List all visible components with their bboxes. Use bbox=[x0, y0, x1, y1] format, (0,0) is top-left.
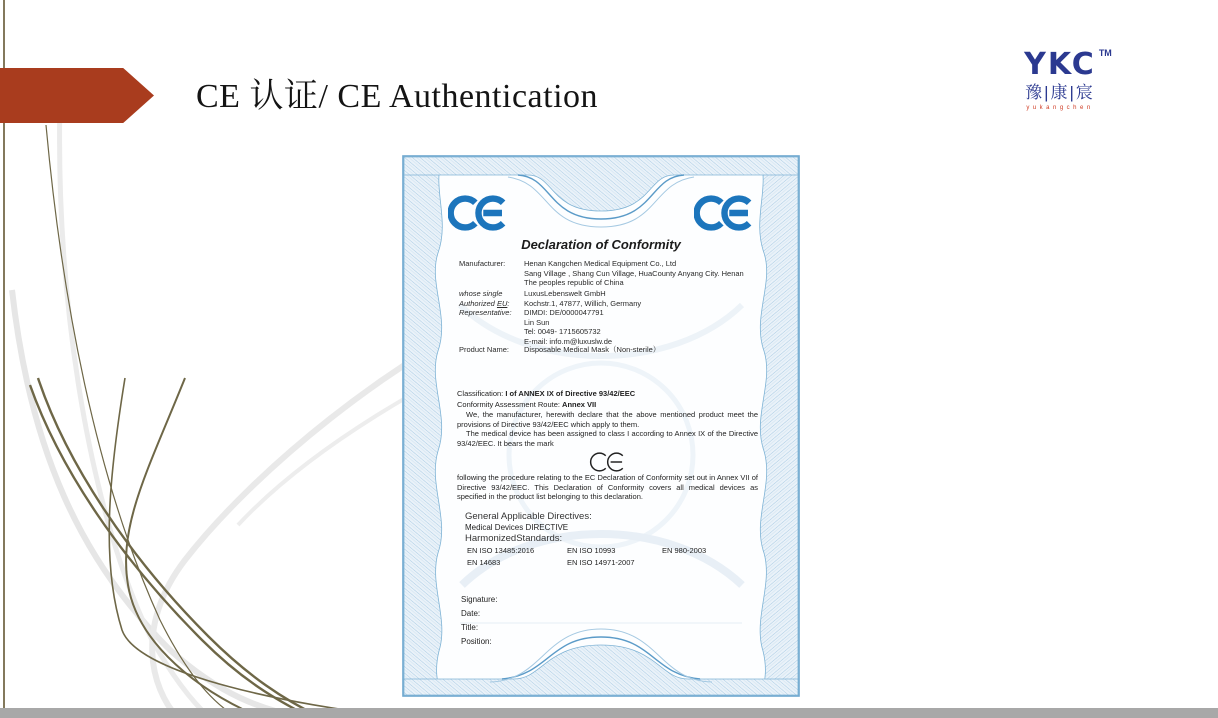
representative-line: Lin Sun bbox=[524, 317, 550, 327]
ce-mark-icon bbox=[694, 195, 756, 231]
classification-prefix: Classification: bbox=[457, 389, 506, 398]
assessment-route-value: Annex VII bbox=[562, 400, 597, 409]
representative-value bbox=[524, 289, 641, 346]
standards-heading: HarmonizedStandards: bbox=[465, 532, 563, 544]
representative-line: Tel: 0049- 1715605732 bbox=[524, 327, 601, 336]
certificate-image bbox=[402, 155, 800, 697]
representative-label-line: whose single bbox=[459, 289, 503, 298]
declaration-paragraph-1: We, the manufacturer, herewith declare that the above mentioned product meet the provisions of Directive 93/42/EEC which apply to them. bbox=[457, 410, 758, 429]
directives-item: Medical Devices DIRECTIVE bbox=[465, 522, 569, 532]
manufacturer-label: Manufacturer: bbox=[459, 259, 506, 268]
logo-pinyin: yukangchen bbox=[1026, 105, 1094, 111]
product-name-label: Product Name: bbox=[459, 345, 510, 354]
company-logo bbox=[1002, 47, 1118, 111]
logo-wordmark bbox=[1024, 47, 1112, 82]
ce-mark-icon bbox=[589, 451, 627, 473]
representative-line: DIMDI: DE/0000047791 bbox=[524, 308, 604, 317]
page-title: CE 认证/ CE Authentication bbox=[196, 78, 599, 115]
standards-row bbox=[465, 557, 758, 569]
standard-item: EN ISO 10993 bbox=[567, 545, 616, 555]
manufacturer-line: The peoples republic of China bbox=[524, 278, 624, 287]
logo-text: YKC bbox=[1024, 47, 1096, 82]
declaration-body bbox=[457, 388, 758, 649]
standard-item: EN ISO 14971-2007 bbox=[567, 557, 635, 567]
classification-line bbox=[457, 388, 758, 399]
representative-line: LuxusLebenswelt GmbH bbox=[524, 289, 606, 298]
representative-label-line bbox=[459, 299, 524, 309]
title-label: Title: bbox=[461, 622, 479, 632]
manufacturer-line: Henan Kangchen Medical Equipment Co., Ltd bbox=[524, 259, 677, 268]
manufacturer-row bbox=[459, 259, 760, 288]
title-arrow-banner bbox=[0, 68, 154, 123]
representative-line: Kochstr.1, 47877, Willich, Germany bbox=[524, 298, 642, 308]
ce-mark-icon bbox=[448, 195, 510, 231]
date-label: Date: bbox=[461, 608, 481, 618]
representative-label-part: : bbox=[507, 298, 510, 308]
directives-heading: General Applicable Directives: bbox=[465, 510, 592, 522]
representative-label-line: Representative: bbox=[459, 308, 512, 317]
certificate-title: Declaration of Conformity bbox=[521, 237, 681, 252]
representative-line: E-mail: info.m@luxuslw.de bbox=[524, 336, 613, 346]
standard-item: EN 14683 bbox=[467, 557, 501, 567]
declaration-paragraph-2: The medical device has been assigned to class I according to Annex IX of the Directive 93/42/EEC. It bears the mark bbox=[457, 429, 758, 448]
manufacturer-line: Sang Village , Shang Cun Village, HuaCounty Anyang City. Henan bbox=[524, 268, 744, 278]
logo-chinese-name: 豫|康|宸 bbox=[1025, 83, 1095, 102]
declaration-paragraph-3: following the procedure relating to the EC Declaration of Conformity set out in Annex VII of Directive 93/42/EEC. This Declaration of Conformity covers all medical devices as specified in the product list belonging to this declaration. bbox=[457, 473, 758, 501]
slide-bottom-bar bbox=[0, 708, 1218, 718]
assessment-route-line bbox=[457, 399, 758, 410]
trademark-symbol: TM bbox=[1098, 48, 1112, 58]
manufacturer-value bbox=[524, 259, 744, 288]
standard-item: EN ISO 13485:2016 bbox=[467, 545, 535, 555]
representative-row bbox=[459, 289, 760, 346]
product-name-value: Disposable Medical Mask（Non-sterile） bbox=[524, 345, 661, 354]
standards-row bbox=[465, 545, 758, 557]
representative-label-part: EU bbox=[496, 298, 508, 308]
position-label: Position: bbox=[461, 636, 492, 646]
signature-block bbox=[457, 593, 758, 649]
standard-item: EN 980-2003 bbox=[662, 545, 707, 555]
signature-label: Signature: bbox=[461, 594, 498, 604]
assessment-route-prefix: Conformity Assessment Route: bbox=[457, 400, 563, 409]
directives-block bbox=[457, 511, 758, 569]
classification-value: I of ANNEX IX of Directive 93/42/EEC bbox=[505, 389, 636, 398]
representative-label-part: Authorized bbox=[459, 298, 497, 308]
representative-label bbox=[459, 289, 524, 346]
product-name-row bbox=[459, 345, 760, 355]
